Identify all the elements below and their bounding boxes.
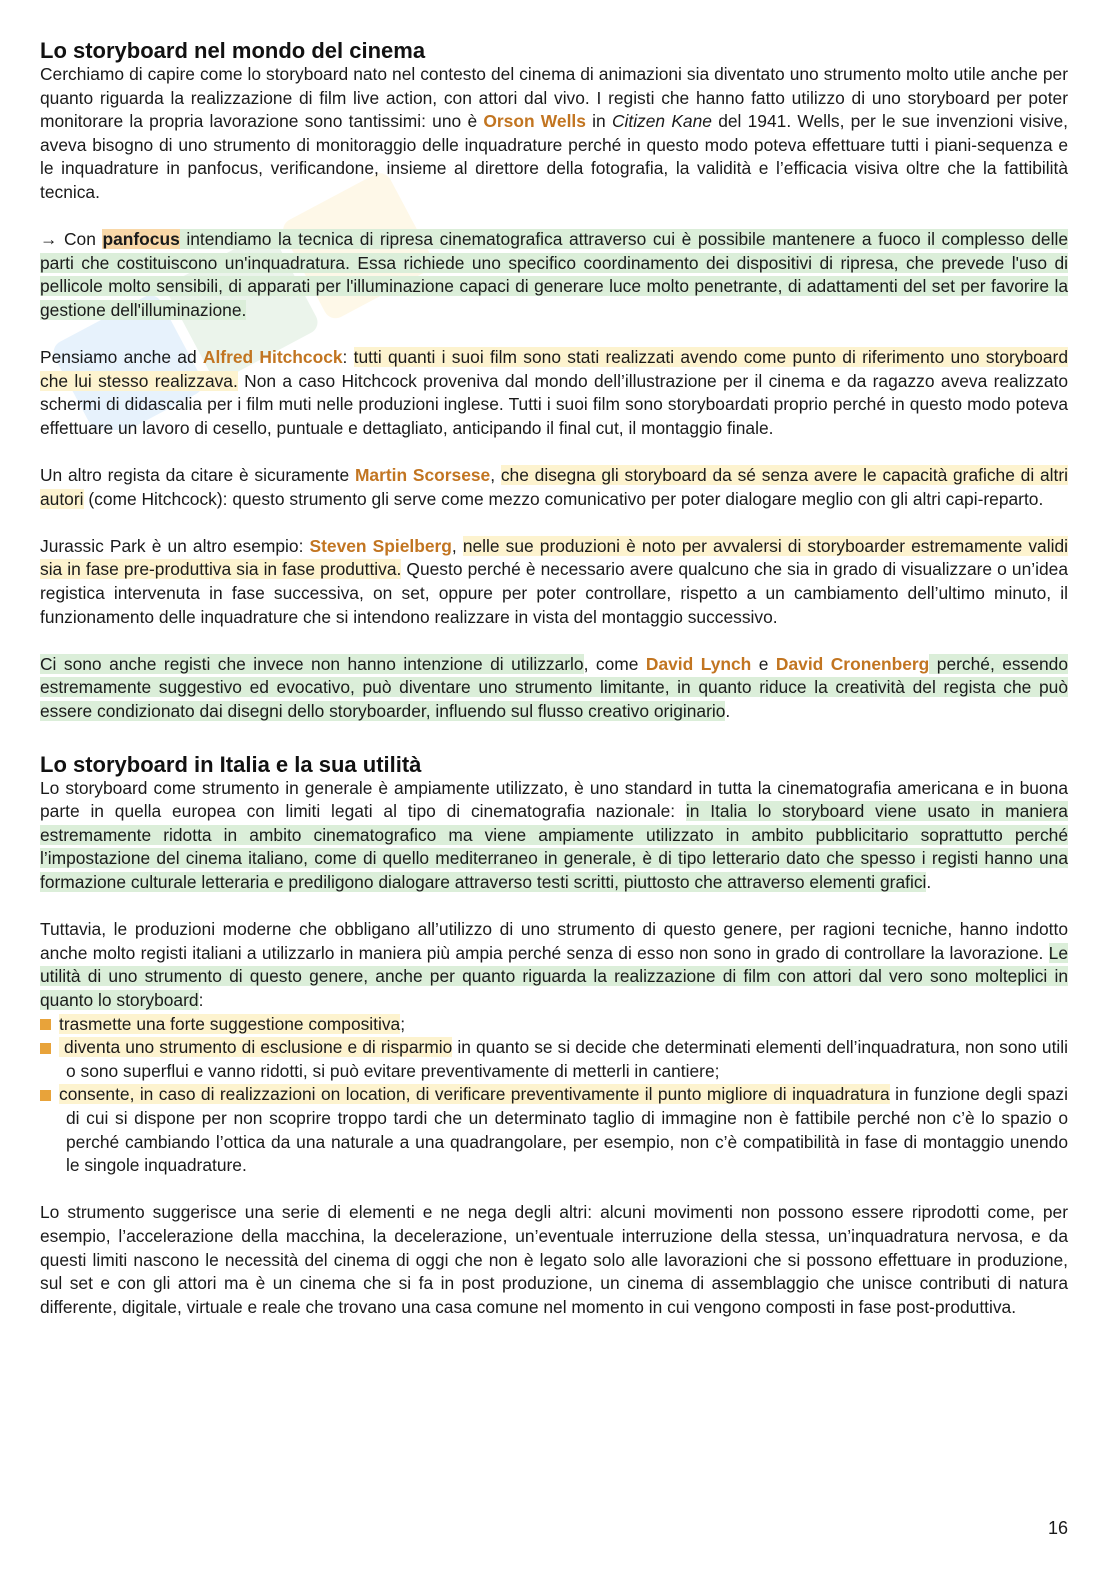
section-title-italia: Lo storyboard in Italia e la sua utilità — [40, 751, 422, 777]
term-panfocus: panfocus — [102, 229, 180, 250]
paragraph-italia: Lo storyboard come strumento in generale è ampiamente utilizzato, è uno standard in tutta la cinematografia americana e in buona parte in quella europea con limiti legati al tipo di cinematografia nazionale: in Italia lo storyboard viene usato in maniera estremamente ridotta in ambito cinematografico ma viene ampiamente utilizzato in ambito pubblicitario soprattutto perché l’impostazione del cinema italiano, come di quello mediterraneo in generale, è di tipo letterario dato che spesso i registi hanno una formazione culturale letteraria e prediligono dialogare attraverso testi scritti, piuttosto che attraverso elementi grafici. — [40, 777, 1068, 892]
paragraph-lynch-cronenberg: Ci sono anche registi che invece non hanno intenzione di utilizzarlo, come David Lynch e David Cronenberg perché, essendo estremamente suggestivo ed evocativo, può diventare uno strumento limitante, in quanto riduce la creatività del regista che può essere condizionato dai disegni dello storyboarder, influendo sul flusso creativo originario. — [40, 653, 1069, 722]
bullet-square-icon — [40, 1019, 51, 1030]
paragraph-conclusione: Lo strumento suggerisce una serie di elementi e ne nega degli altri: alcuni movimenti non possono essere riprodotti come, per esempio, l’accelerazione della macchina, la decelerazione, un’eventuale interruzione della stessa, un’inquadratura nervosa, e da questi limiti nascono le necessità del cinema di oggi che non è legato solo alle lavorazioni che si possono effettuare in produzione, sul set e con gli attori ma è un cinema che si fa in post produzione, un cinema di assemblaggio che unisce contributi di natura differente, digitale, virtuale e reale che trovano una casa comune nel momento in cui vengono composti in fase post-produttiva. — [40, 1202, 1068, 1317]
paragraph-scorsese: Un altro regista da citare è sicuramente Martin Scorsese, che disegna gli storyboard da sé senza avere le capacità grafiche di altri autori (come Hitchcock): questo strumento gli serve come mezzo comunicativo per poter dialogare meglio con gli altri capi-reparto. — [40, 465, 1068, 509]
director-name: Orson Wells — [483, 111, 586, 132]
paragraph-spielberg: Jurassic Park è un altro esempio: Steven Spielberg, nelle sue produzioni è noto per avvalersi di storyboarder estremamente validi sia in fase pre-produttiva sia in fase produttiva. Questo perché è necessario avere qualcuno che sia in grado di visualizzare o un’idea registica intervenuta in fase successiva, on set, oppure per poter controllare, rispetto a un cambiamento dell’ultimo minuto, il funzionamento delle inquadrature che si intendono realizzare in vista del montaggio successivo. — [40, 535, 1068, 627]
director-name: Steven Spielberg — [309, 535, 452, 556]
list-item: consente, in caso di realizzazioni on location, di verificare preventivamente il punto migliore di inquadratura in funzione degli spazi di cui si dispone per non scoprire troppo tardi che un determinato taglio di immagine non è fattibile perché non c’è lo spazio o perché cambiando l’ottica da una naturale a una quadrangolare, per esempio, non c’è compatibilità in fase di montaggio unendo le singole inquadrature. — [40, 1083, 1068, 1177]
paragraph-panfocus: → Con panfocus intendiamo la tecnica di ripresa cinematografica attraverso cui è possibile mantenere a fuoco il complesso delle parti che costituiscono un'inquadratura. Essa richiede uno specifico coordinamento dei dispositivi di ripresa, che prevede l'uso di pellicole molto sensibili, di apparati per l'illuminazione capaci di generare luce molto penetrante, di adattamenti del set per favorire la gestione dell'illuminazione. — [40, 229, 1068, 320]
list-item: trasmette una forte suggestione compositiva; — [40, 1013, 1068, 1037]
director-name: David Cronenberg — [775, 653, 930, 674]
section-title-cinema: Lo storyboard nel mondo del cinema — [40, 38, 426, 63]
film-title: Citizen Kane — [611, 111, 712, 132]
page-number: 16 — [1047, 1518, 1068, 1538]
document-page — [40, 38, 1068, 1319]
paragraph-hitchcock: Pensiamo anche ad Alfred Hitchcock: tutti quanti i suoi film sono stati realizzati avendo come punto di riferimento uno storyboard che lui stesso realizzava. Non a caso Hitchcock proveniva dal mondo dell’illustrazione per il cinema e da ragazzo aveva realizzato schermi di didascalia per i film muti nelle produzioni inglese. Tutti i suoi film sono storyboardati proprio perché in questo modo poteva effettuare un lavoro di cesello, puntuale e dettagliato, anticipando il final cut, il montaggio finale. — [40, 347, 1069, 438]
director-name: David Lynch — [645, 653, 752, 674]
paragraph-produzioni-moderne: Tuttavia, le produzioni moderne che obbligano all’utilizzo di uno strumento di questo genere, per ragioni tecniche, hanno indotto anche molto registi italiani a utilizzarlo in maniera più ampia perché senza di esso non sono in grado di controllare la lavorazione. Le utilità di uno strumento di questo genere, anche per quanto riguarda la realizzazione di film con attori dal vero sono molteplici in quanto lo storyboard: — [40, 919, 1068, 1010]
director-name: Martin Scorsese — [354, 465, 491, 486]
paragraph-orson-wells: Cerchiamo di capire come lo storyboard nato nel contesto del cinema di animazioni sia diventato uno strumento molto utile anche per quanto riguarda la realizzazione di film live action, con attori dal vivo. I registi che hanno fatto utilizzo di uno storyboard per poter monitorare la propria lavorazione sono tantissimi: uno è Orson Wells in Citizen Kane del 1941. Wells, per le sue invenzioni visive, aveva bisogno di uno strumento di monitoraggio delle inquadrature perché in questo modo poteva effettuare tutti i piani-sequenza e le inquadrature in panfocus, verificandone, insieme al direttore della fotografia, la validità e l’efficacia visiva oltre che la fattibilità tecnica. — [40, 64, 1068, 202]
bullet-square-icon — [40, 1090, 51, 1101]
director-name: Alfred Hitchcock — [202, 347, 343, 368]
list-item: diventa uno strumento di esclusione e di risparmio in quanto se si decide che determinati elementi dell’inquadratura, non sono utili o sono superflui e vanno ridotti, si può evitare preventivamente di metterli in cantiere; — [40, 1036, 1068, 1083]
bullet-square-icon — [40, 1043, 51, 1054]
